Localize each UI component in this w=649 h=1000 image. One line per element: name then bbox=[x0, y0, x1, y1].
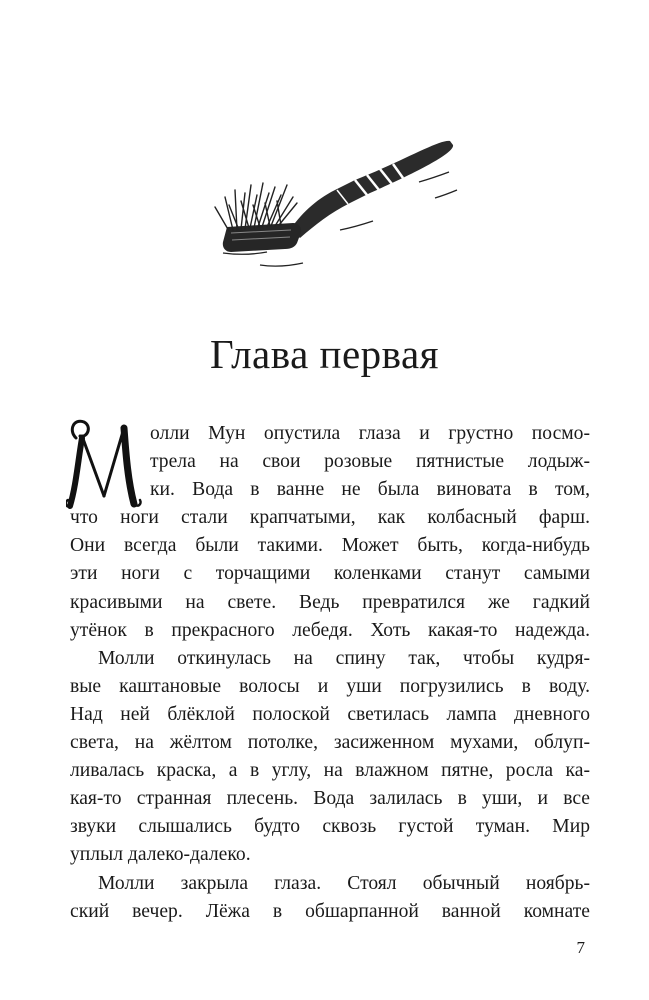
text-line: утёнок в прекрасного лебедя. Хоть какая-то надежда. bbox=[70, 619, 590, 641]
paragraph-1 bbox=[70, 420, 590, 645]
chapter-text bbox=[70, 420, 590, 926]
drop-cap-letter bbox=[66, 416, 144, 512]
text-line: Над ней блёклой полоской светилась лампа дневного bbox=[70, 703, 590, 725]
text-line: Молли откинулась на спину так, чтобы кудря- bbox=[98, 647, 590, 669]
text-line: что ноги стали крапчатыми, как колбасный фарш. bbox=[70, 507, 590, 529]
text-line: Они всегда были такими. Может быть, когда-нибудь bbox=[70, 535, 590, 557]
text-line: Молли закрыла глаза. Стоял обычный ноябрь- bbox=[98, 872, 590, 894]
text-line: ский вечер. Лёжа в обшарпанной ванной комнате bbox=[70, 900, 590, 922]
chapter-title: Глава первая bbox=[209, 331, 440, 377]
page-number: 7 bbox=[576, 938, 585, 957]
paragraph-3 bbox=[70, 870, 590, 926]
text-line: уплыл далеко-далеко. bbox=[70, 844, 251, 866]
toothbrush-illustration bbox=[205, 135, 465, 275]
text-line: звуки слышались будто сквозь густой туман. Мир bbox=[70, 816, 590, 838]
text-line: света, на жёлтом потолке, засиженном мухами, облуп- bbox=[70, 732, 590, 754]
toothbrush-icon bbox=[205, 135, 465, 275]
text-line: кая-то странная плесень. Вода залилась в уши, и все bbox=[70, 788, 590, 810]
text-line: ливалась краска, а в углу, на влажном пятне, росла ка- bbox=[70, 760, 590, 782]
paragraph-2 bbox=[70, 645, 590, 870]
text-line: красивыми на свете. Ведь превратился же гадкий bbox=[70, 591, 590, 613]
text-line: олли Мун опустила глаза и грустно посмо- bbox=[150, 423, 590, 444]
text-line: трела на свои розовые пятнистые лодыж- bbox=[150, 451, 590, 473]
text-line: эти ноги с торчащими коленками станут самыми bbox=[70, 563, 590, 585]
text-line: ки. Вода в ванне не была виновата в том, bbox=[150, 479, 590, 501]
text-line: вые каштановые волосы и уши погрузились в воду. bbox=[70, 675, 590, 697]
